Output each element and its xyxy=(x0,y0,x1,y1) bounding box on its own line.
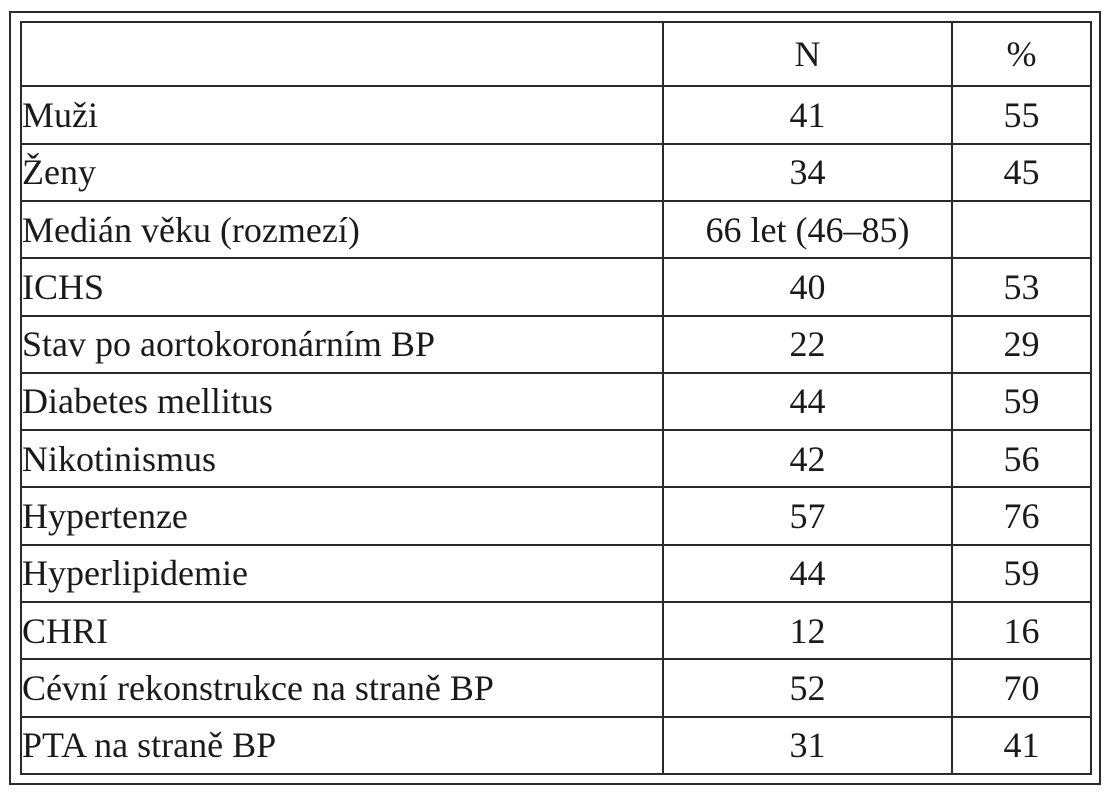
row-label: Hyperlipidemie xyxy=(21,545,663,602)
row-label: Hypertenze xyxy=(21,487,663,544)
table-header-row xyxy=(21,22,1091,86)
table-row xyxy=(21,487,1091,544)
header-pct-cell: % xyxy=(952,22,1091,86)
row-n: 42 xyxy=(663,430,952,487)
row-n: 40 xyxy=(663,258,952,315)
row-n: 66 let (46–85) xyxy=(663,201,952,258)
row-label: Ženy xyxy=(21,144,663,201)
header-label-cell xyxy=(21,22,663,86)
row-n: 41 xyxy=(663,86,952,143)
row-pct: 41 xyxy=(952,717,1091,774)
row-label: PTA na straně BP xyxy=(21,717,663,774)
row-label: ICHS xyxy=(21,258,663,315)
table-row xyxy=(21,545,1091,602)
row-pct: 45 xyxy=(952,144,1091,201)
header-n-cell: N xyxy=(663,22,952,86)
row-n: 22 xyxy=(663,316,952,373)
table-row xyxy=(21,258,1091,315)
row-pct: 29 xyxy=(952,316,1091,373)
row-n: 57 xyxy=(663,487,952,544)
table-row xyxy=(21,86,1091,143)
row-n: 52 xyxy=(663,659,952,716)
patient-characteristics-table xyxy=(20,21,1092,775)
row-n: 44 xyxy=(663,545,952,602)
table-row xyxy=(21,430,1091,487)
table-row xyxy=(21,602,1091,659)
row-pct xyxy=(952,201,1091,258)
row-n: 31 xyxy=(663,717,952,774)
row-label: Diabetes mellitus xyxy=(21,373,663,430)
row-pct: 16 xyxy=(952,602,1091,659)
row-pct: 59 xyxy=(952,545,1091,602)
row-label: Muži xyxy=(21,86,663,143)
row-pct: 76 xyxy=(952,487,1091,544)
row-pct: 55 xyxy=(952,86,1091,143)
row-pct: 56 xyxy=(952,430,1091,487)
row-pct: 70 xyxy=(952,659,1091,716)
row-label: Stav po aortokoronárním BP xyxy=(21,316,663,373)
table-row xyxy=(21,316,1091,373)
row-pct: 59 xyxy=(952,373,1091,430)
row-n: 34 xyxy=(663,144,952,201)
table-row xyxy=(21,717,1091,774)
row-label: Nikotinismus xyxy=(21,430,663,487)
table-row xyxy=(21,373,1091,430)
row-label: Medián věku (rozmezí) xyxy=(21,201,663,258)
row-label: Cévní rekonstrukce na straně BP xyxy=(21,659,663,716)
table-row xyxy=(21,659,1091,716)
row-n: 12 xyxy=(663,602,952,659)
table-row xyxy=(21,144,1091,201)
row-label: CHRI xyxy=(21,602,663,659)
table-row xyxy=(21,201,1091,258)
row-pct: 53 xyxy=(952,258,1091,315)
row-n: 44 xyxy=(663,373,952,430)
